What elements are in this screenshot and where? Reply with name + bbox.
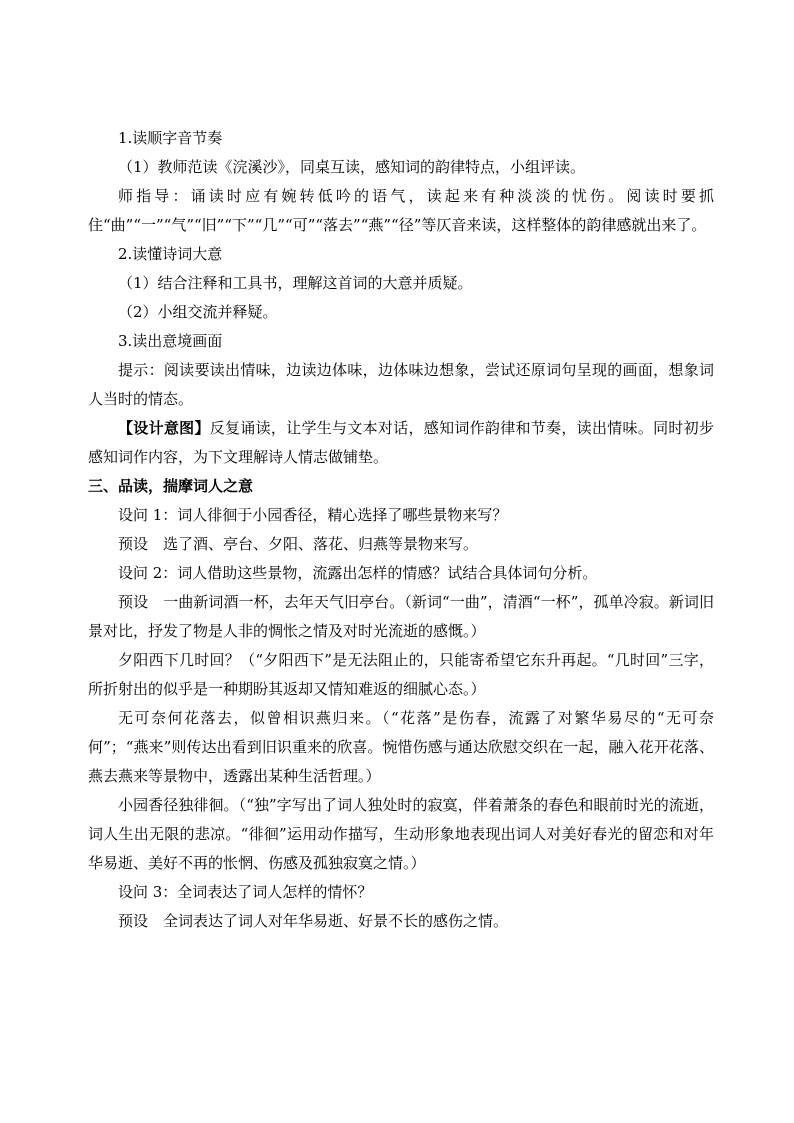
step-group-discussion: （2）小组交流并释疑。 <box>118 303 278 321</box>
design-intent-paragraph <box>88 414 714 472</box>
answer-2-line-2: 夕阳西下几时回？（“夕阳西下”是无法阻止的，只能寄希望它东升再起。“几时回”三字，所折射出的似乎是一种期盼其返却又情知难返的细腻心态。） <box>88 651 714 698</box>
teacher-guidance: 师指导：诵读时应有婉转低吟的语气，读起来有种淡淡的忧伤。阅读时要抓住“曲”“一”“气”“旧”“下”“几”“可”“落去”“燕”“径”等仄音来读，这样整体的韵律感就出来了。 <box>88 187 714 234</box>
design-intent-tag: 【设计意图】 <box>118 419 210 437</box>
answer-2-line-1: 预设 一曲新词酒一杯，去年天气旧亭台。（新词“一曲”，清酒“一杯”，孤单冷寂。新词旧景对比，抒发了物是人非的惆怅之情及对时光流逝的感慨。） <box>88 593 714 640</box>
heading-understand-meaning: 2.读懂诗词大意 <box>118 245 223 263</box>
design-intent-text: 反复诵读，让学生与文本对话，感知词作韵律和节奏，读出情味。同时初步感知词作内容，为下文理解诗人情志做铺垫。 <box>88 419 714 466</box>
section-heading-three: 三、品读，揣摩词人之意 <box>88 477 254 495</box>
answer-2-line-4: 小园香径独徘徊。（“独”字写出了词人独处时的寂寞，伴着萧条的春色和眼前时光的流逝，词人生出无限的悲凉。“徘徊”运用动作描写，生动形象地表现出词人对美好春光的留恋和对年华易逝、美好不再的怅惘、伤感及孤独寂寞之情。） <box>88 796 714 872</box>
step-annotations: （1）结合注释和工具书，理解这首词的大意并质疑。 <box>118 274 473 292</box>
heading-read-rhythm: 1.读顺字音节奏 <box>118 129 223 147</box>
question-1: 设问 1：词人徘徊于小园香径，精心选择了哪些景物来写？ <box>118 506 508 524</box>
heading-imagery: 3.读出意境画面 <box>118 332 223 350</box>
question-2: 设问 2：词人借助这些景物，流露出怎样的情感？试结合具体词句分析。 <box>118 564 598 582</box>
answer-3: 预设 全词表达了词人对年华易逝、好景不长的感伤之情。 <box>118 912 509 930</box>
question-3: 设问 3：全词表达了词人怎样的情怀？ <box>118 883 373 901</box>
hint-paragraph: 提示：阅读要读出情味，边读边体味，边体味边想象，尝试还原词句呈现的画面，想象词人当时的情态。 <box>88 361 714 408</box>
step-teacher-reading: （1）教师范读《浣溪沙》，同桌互读，感知词的韵律特点，小组评读。 <box>118 158 586 176</box>
document-page <box>88 124 714 936</box>
answer-2-line-3: 无可奈何花落去，似曾相识燕归来。（“花落”是伤春，流露了对繁华易尽的“无可奈何”；“燕来”则传达出看到旧识重来的欣喜。惋惜伤感与通达欣慰交织在一起，融入花开花落、燕去燕来等景物中，透露出某种生活哲理。） <box>88 709 714 785</box>
answer-1: 预设 选了酒、亭台、夕阳、落花、归燕等景物来写。 <box>118 535 479 553</box>
